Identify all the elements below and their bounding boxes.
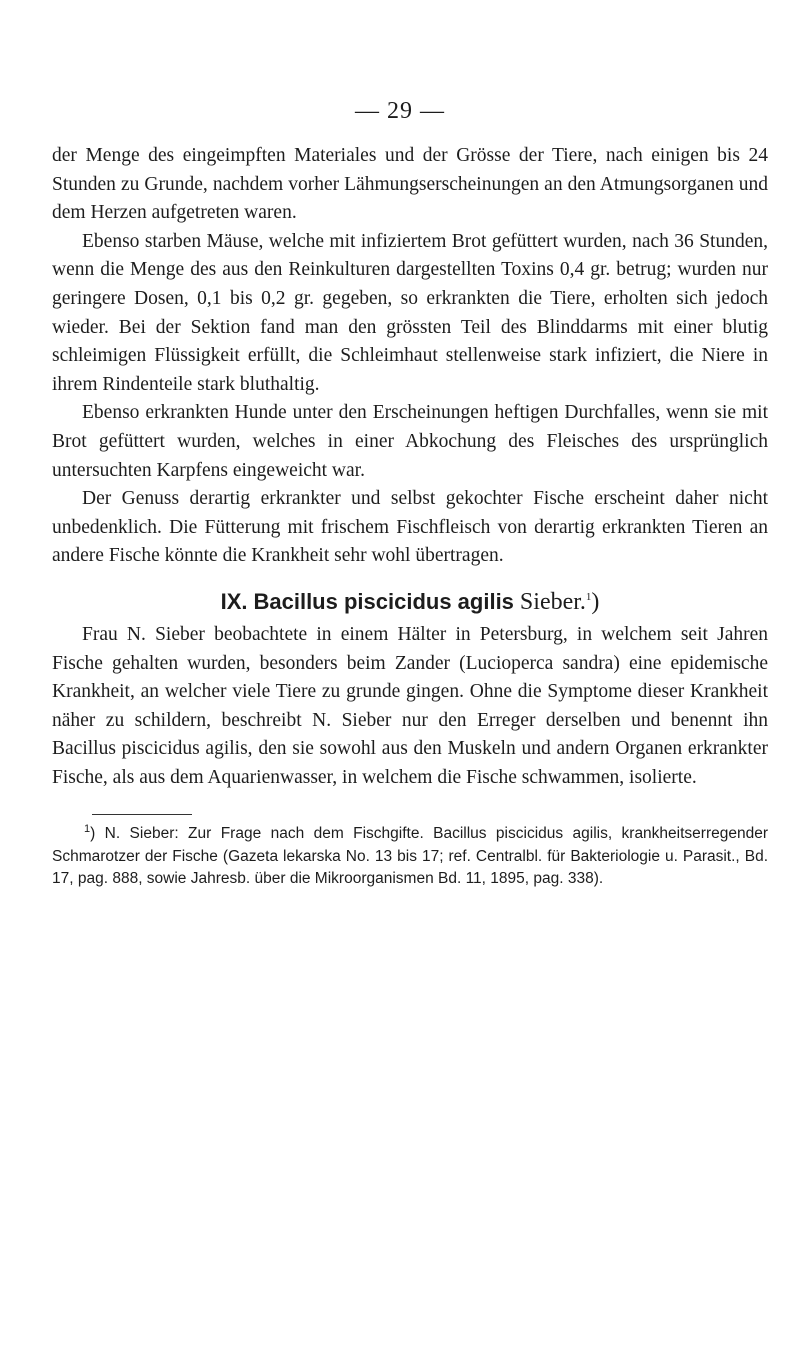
page-body bbox=[52, 142, 768, 891]
footnote bbox=[52, 823, 768, 891]
section-paragraph: Frau N. Sieber beobachtete in einem Hälter in Petersburg, in welchem seit Jahren Fische gehalten wurden, besonders beim Zander (Lucioperca sandra) eine epidemische Krankheit, an welcher viele Tiere zu grunde gingen. Ohne die Symptome dieser Krankheit näher zu schildern, beschreibt N. Sieber nur den Erreger derselben und benennt ihn Bacillus piscicidus agilis, den sie sowohl aus den Muskeln und andern Organen erkrankter Fische, als aus dem Aquarienwasser, in welchem die Fische schwammen, isolierte. bbox=[52, 623, 768, 788]
paragraph-4: Der Genuss derartig erkrankter und selbst gekochter Fische erscheint daher nicht unbedenklich. Die Fütterung mit frischem Fischfleisch von derartig erkrankten Tieren an andere Fische könnte die Krankheit sehr wohl übertragen. bbox=[52, 488, 768, 567]
footnote-mark: 1 bbox=[84, 823, 91, 836]
section-heading: IX. Bacillus piscicidus agilis Sieber.$^1$) bbox=[220, 588, 600, 615]
footnote-text: ) N. Sieber: Zur Frage nach dem Fischgifte. Bacillus piscicidus agilis, krankheitserregender Schmarotzer der Fische (Gazeta lekarska No. 13 bis 17; ref. Centralbl. für Bakteriologie u. Parasit., Bd. 17, pag. 888, sowie Jahresb. über die Mikroorganismen Bd. 11, 1895, pag. 338). bbox=[52, 825, 768, 888]
section-title: Bacillus piscicidus agilis bbox=[253, 588, 514, 614]
paragraph-3: Ebenso erkrankten Hunde unter den Erscheinungen heftigen Durchfalles, wenn sie mit Brot gefüttert wurden, welches in einer Abkochung des Fleisches des ursprünglich untersuchten Karpfens eingeweicht war. bbox=[52, 402, 768, 481]
paragraph-2: Ebenso starben Mäuse, welche mit infiziertem Brot gefüttert wurden, nach 36 Stunden, wenn die Menge des aus den Reinkulturen dargestellten Toxins 0,4 gr. betrug; wurden nur geringere Dosen, 0,1 bis 0,2 gr. gegeben, so erkrankten die Tiere, erholten sich jedoch wieder. Bei der Sektion fand man den grössten Teil des Blinddarms mit einer blutig schleimigen Flüssigkeit erfüllt, die Schleimhaut stellenweise stark infiziert, die Niere in ihrem Rindenteile stark bluthaltig. bbox=[52, 230, 768, 395]
section-author: Sieber. bbox=[519, 588, 586, 615]
footnote-divider bbox=[92, 814, 192, 815]
page-number: — 29 — bbox=[355, 98, 445, 124]
paragraph-1: der Menge des eingeimpften Materiales und der Grösse der Tiere, nach einigen bis 24 Stunden zu Grunde, nachdem vorher Lähmungserscheinungen an den Atmungsorganen und dem Herzen aufgetreten waren. bbox=[52, 145, 768, 224]
section-number: IX. bbox=[220, 588, 248, 614]
footnote-reference: 1 bbox=[585, 590, 592, 603]
